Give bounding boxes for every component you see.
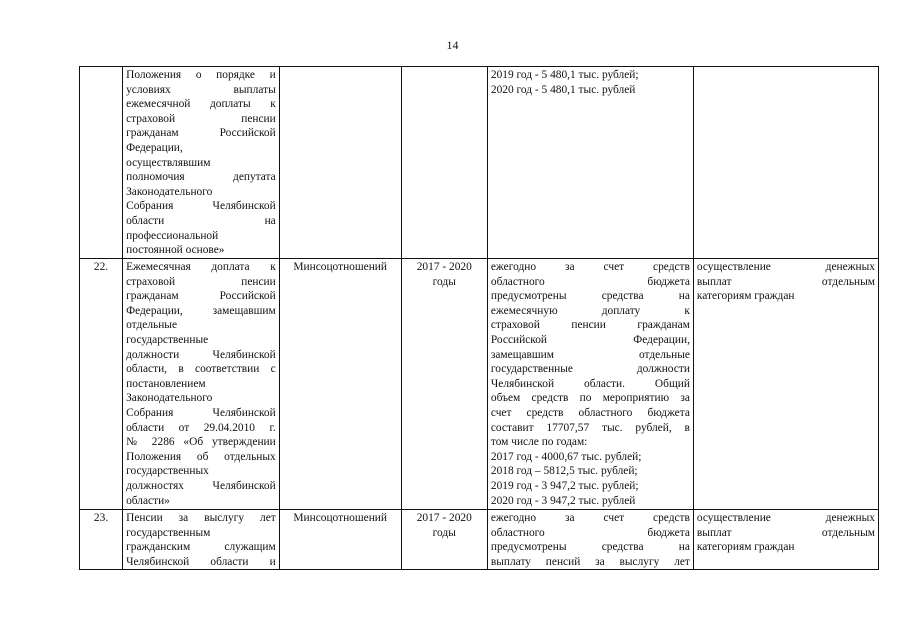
- text-line: Законодательного: [126, 185, 213, 198]
- text-line: осуществлявшим: [126, 156, 211, 169]
- text-line: категориям граждан: [696, 290, 795, 303]
- text-line: государственных: [126, 465, 209, 478]
- text-line: осуществление денежных: [696, 261, 875, 273]
- funding-description-cell: [487, 510, 693, 570]
- activity-name-cell: [123, 67, 280, 259]
- text-line: области, в соответствии с: [126, 363, 276, 376]
- text-line: области»: [126, 494, 170, 507]
- funding-description-cell: [487, 259, 693, 510]
- text-line: государственные должности: [490, 363, 690, 376]
- executor-cell: Минсоцотношений: [279, 510, 401, 570]
- text-line: гражданским служащим: [126, 541, 276, 554]
- expected-result-cell: [693, 67, 878, 259]
- program-activities-table: [79, 66, 879, 570]
- text-line: страховой пенсии: [126, 275, 276, 288]
- activity-name-cell: [123, 259, 280, 510]
- text-line: 2019 год - 5 480,1 тыс. рублей;: [490, 69, 639, 81]
- text-line: объем средств по мероприятию за: [490, 392, 690, 405]
- text-line: предусмотрены средства на: [490, 541, 690, 554]
- text-line: Положения об отдельных: [126, 450, 276, 463]
- text-line: отдельные: [126, 319, 178, 332]
- text-line: страховой пенсии: [126, 112, 276, 125]
- text-line: Федерации,: [126, 141, 183, 154]
- text-line: государственные: [126, 333, 209, 346]
- text-line: государственным: [126, 526, 211, 539]
- text-line: Пенсии за выслугу лет: [126, 512, 276, 524]
- text-line: выплат отдельным: [696, 526, 875, 539]
- text-line: счет средств областного бюджета: [490, 406, 690, 419]
- text-line: Федерации, замещавшим: [126, 304, 276, 317]
- text-line: 2017 год - 4000,67 тыс. рублей;: [490, 450, 642, 463]
- period-cell: [401, 67, 487, 259]
- funding-description-cell: [487, 67, 693, 259]
- text-line: замещавшим отдельные: [490, 348, 690, 361]
- row-number-cell: 22.: [80, 259, 123, 510]
- executor-cell: Минсоцотношений: [279, 259, 401, 510]
- period-cell: 2017 - 2020 годы: [401, 510, 487, 570]
- text-line: том числе по годам:: [490, 436, 588, 449]
- text-line: предусмотрены средства на: [490, 290, 690, 303]
- text-line: постоянной основе»: [126, 244, 225, 257]
- row-number-cell: [80, 67, 123, 259]
- table-row: [80, 510, 879, 570]
- period-cell: 2017 - 2020 годы: [401, 259, 487, 510]
- text-line: условиях выплаты: [126, 83, 276, 96]
- text-line: Ежемесячная доплата к: [126, 261, 276, 273]
- text-line: выплату пенсий за выслугу лет: [490, 555, 690, 568]
- text-line: 2020 год - 3 947,2 тыс. рублей: [490, 494, 636, 507]
- expected-result-cell: [693, 259, 878, 510]
- text-line: Положения о порядке и: [126, 69, 276, 81]
- text-line: области на: [126, 214, 276, 227]
- text-line: ежегодно за счет средств: [490, 512, 690, 524]
- text-line: должности Челябинской: [126, 348, 276, 361]
- text-line: Собрания Челябинской: [126, 406, 276, 419]
- page-number: 14: [446, 38, 459, 52]
- table-body: [80, 67, 879, 570]
- text-line: должностях Челябинской: [126, 479, 276, 492]
- text-line: полномочия депутата: [126, 171, 276, 184]
- text-line: Челябинской области и: [126, 555, 276, 568]
- text-line: постановлением: [126, 377, 206, 390]
- text-line: гражданам Российской: [126, 127, 276, 140]
- text-line: ежемесячной доплаты к: [126, 98, 276, 111]
- text-line: 2020 год - 5 480,1 тыс. рублей: [490, 83, 636, 96]
- text-line: области от 29.04.2010 г.: [126, 421, 276, 434]
- text-line: осуществление денежных: [696, 512, 875, 524]
- text-line: выплат отдельным: [696, 275, 875, 288]
- text-line: областного бюджета: [490, 526, 690, 539]
- table-row: [80, 67, 879, 259]
- expected-result-cell: [693, 510, 878, 570]
- text-line: Российской Федерации,: [490, 333, 690, 346]
- text-line: составит 17707,57 тыс. рублей, в: [490, 421, 690, 434]
- text-line: гражданам Российской: [126, 290, 276, 303]
- text-line: 2018 год – 5812,5 тыс. рублей;: [490, 465, 638, 478]
- text-line: ежегодно за счет средств: [490, 261, 690, 273]
- table-row: [80, 259, 879, 510]
- text-line: областного бюджета: [490, 275, 690, 288]
- text-line: Законодательного: [126, 392, 213, 405]
- text-line: 2019 год - 3 947,2 тыс. рублей;: [490, 479, 639, 492]
- text-line: № 2286 «Об утверждении: [126, 436, 276, 449]
- row-number-cell: 23.: [80, 510, 123, 570]
- text-line: категориям граждан: [696, 541, 795, 554]
- text-line: страховой пенсии гражданам: [490, 319, 690, 332]
- text-line: профессиональной: [126, 229, 219, 242]
- executor-cell: [279, 67, 401, 259]
- text-line: Челябинской области. Общий: [490, 377, 690, 390]
- activity-name-cell: [123, 510, 280, 570]
- text-line: Собрания Челябинской: [126, 200, 276, 213]
- text-line: ежемесячную доплату к: [490, 304, 690, 317]
